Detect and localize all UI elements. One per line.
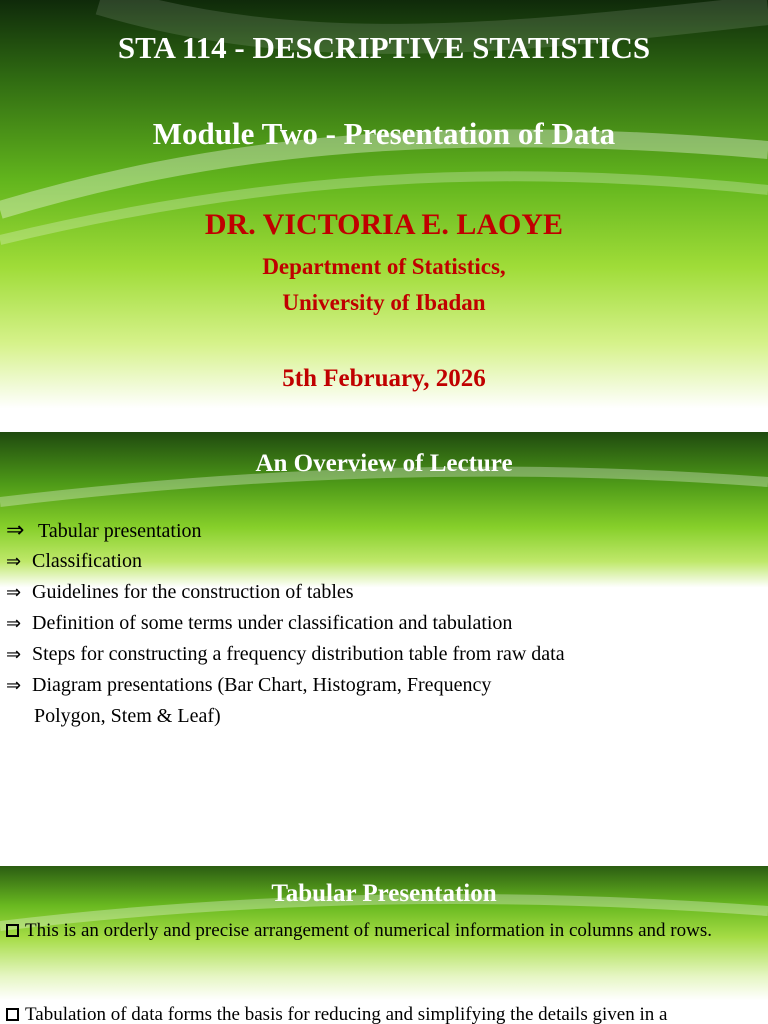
list-item: ⇒ Steps for constructing a frequency distribution table from raw data bbox=[6, 639, 565, 670]
checkbox-bullet-icon bbox=[6, 1008, 19, 1021]
arrow-icon: ⇒ bbox=[6, 518, 25, 543]
arrow-icon: ⇒ bbox=[6, 582, 22, 603]
bullet-paragraph: This is an orderly and precise arrangement of numerical information in columns and rows. bbox=[6, 918, 764, 943]
lecturer-name: DR. VICTORIA E. LAOYE bbox=[204, 208, 564, 241]
department: Department of Statistics, bbox=[262, 254, 506, 279]
arrow-icon: ⇒ bbox=[6, 551, 22, 572]
tabular-presentation-slide bbox=[0, 866, 768, 1024]
list-item: ⇒ Diagram presentations (Bar Chart, Histogram, Frequency Polygon, Stem & Leaf) bbox=[6, 670, 565, 731]
slide-title: Tabular Presentation bbox=[271, 880, 497, 907]
slide-title: An Overview of Lecture bbox=[255, 450, 513, 477]
list-item-continuation: Polygon, Stem & Leaf) bbox=[34, 705, 221, 727]
overview-slide bbox=[0, 432, 768, 864]
arrow-icon: ⇒ bbox=[6, 675, 22, 696]
overview-list bbox=[6, 516, 565, 731]
lecture-date: 5th February, 2026 bbox=[282, 365, 486, 392]
bullet-paragraph: Tabulation of data forms the basis for reducing and simplifying the details given in a bbox=[6, 1002, 764, 1024]
list-item: ⇒ Guidelines for the construction of tables bbox=[6, 577, 565, 608]
list-item: ⇒ Tabular presentation bbox=[6, 516, 565, 546]
university: University of Ibadan bbox=[282, 290, 486, 315]
list-item: ⇒ Definition of some terms under classification and tabulation bbox=[6, 608, 565, 639]
course-title: STA 114 - DESCRIPTIVE STATISTICS bbox=[117, 30, 651, 65]
arrow-icon: ⇒ bbox=[6, 613, 22, 634]
module-title: Module Two - Presentation of Data bbox=[152, 116, 616, 151]
checkbox-bullet-icon bbox=[6, 924, 19, 937]
arrow-icon: ⇒ bbox=[6, 644, 22, 665]
list-item: ⇒ Classification bbox=[6, 546, 565, 577]
title-slide bbox=[0, 0, 768, 430]
